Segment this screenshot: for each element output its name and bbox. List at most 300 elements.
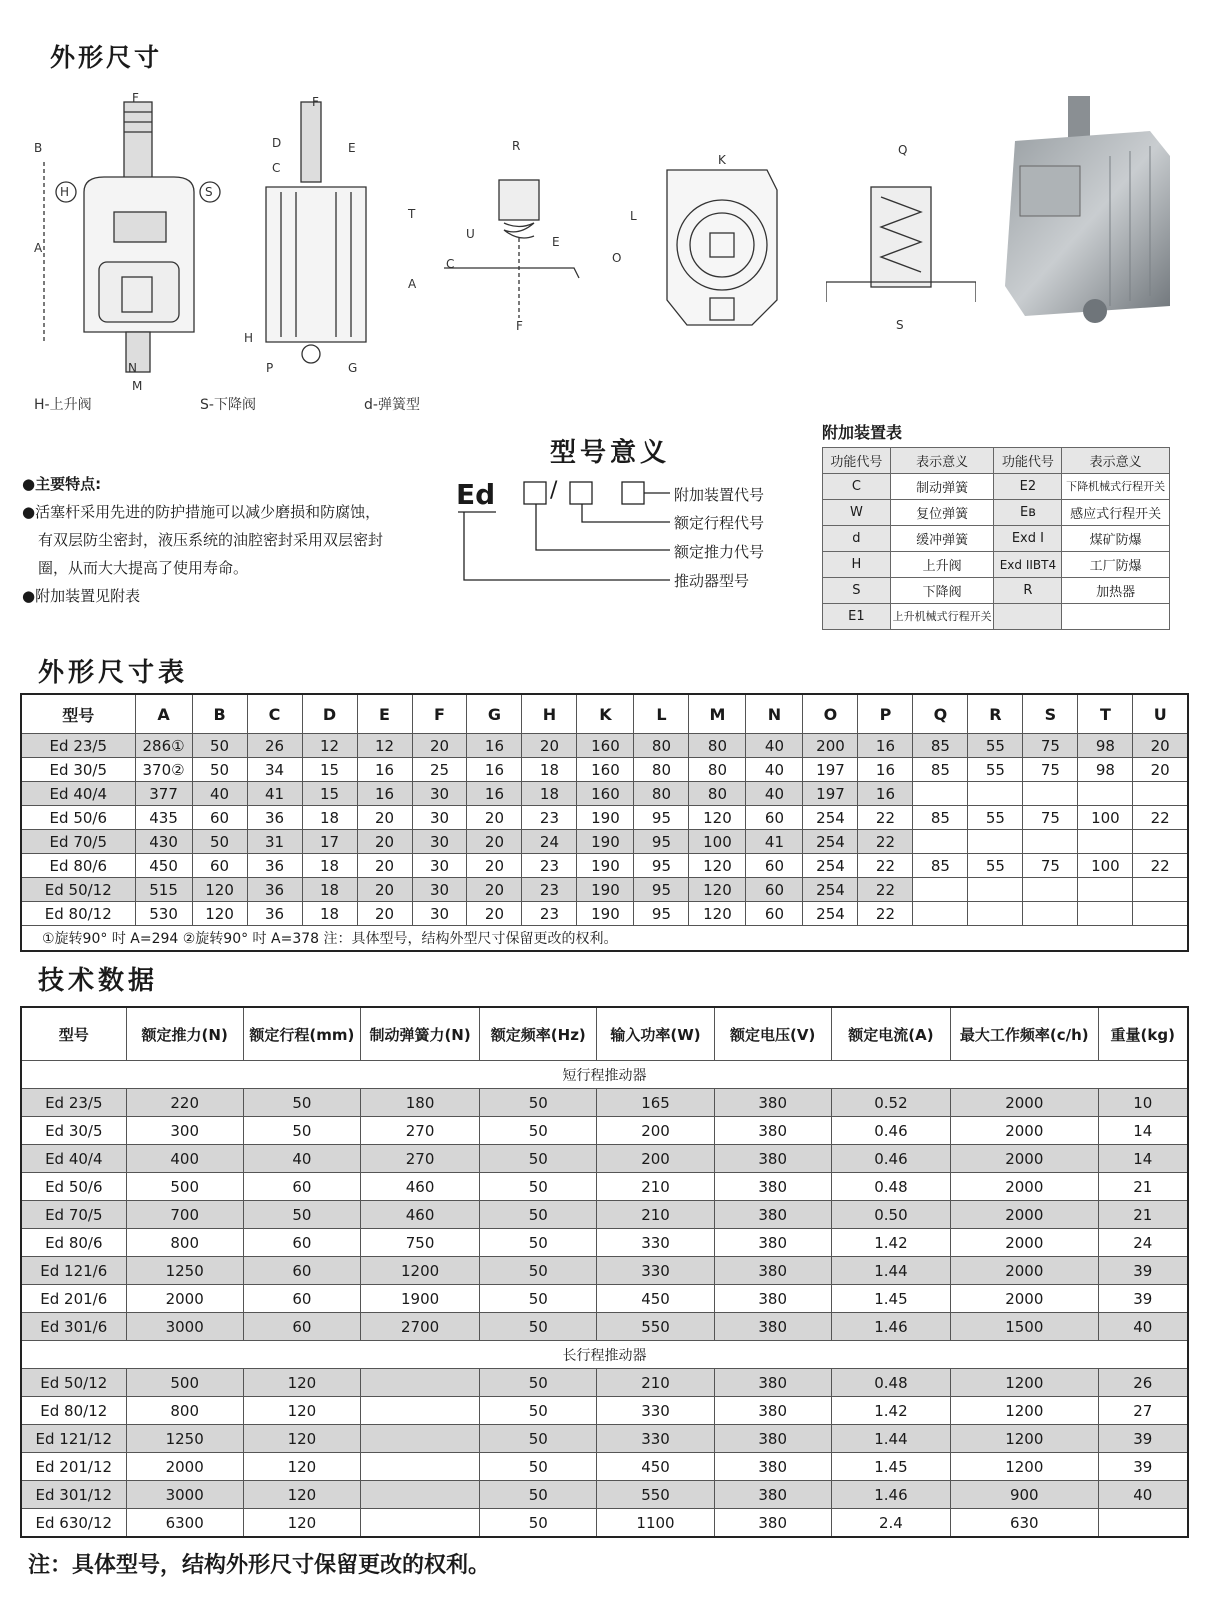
- dim-cell: 26: [247, 734, 302, 758]
- tech-cell: Ed 50/6: [21, 1173, 126, 1201]
- dim-cell: 190: [577, 806, 634, 830]
- tech-cell: 900: [951, 1481, 1099, 1509]
- dim-cell: 18: [302, 854, 357, 878]
- tech-cell: 120: [243, 1509, 360, 1538]
- dim-cell: [913, 782, 968, 806]
- acc-cell: H: [823, 552, 891, 578]
- acc-cell: 加热器: [1062, 578, 1170, 604]
- dim-cell: 41: [247, 782, 302, 806]
- tech-cell: 120: [243, 1369, 360, 1397]
- dim-cell: 18: [302, 902, 357, 926]
- dim-cell: 55: [968, 734, 1023, 758]
- model-slash: /: [550, 478, 558, 503]
- svg-text:H: H: [60, 185, 70, 199]
- tech-header: 额定电压(V): [714, 1007, 831, 1061]
- tech-cell: 1.42: [831, 1229, 950, 1257]
- tech-cell: 50: [480, 1369, 597, 1397]
- dim-cell: 23: [522, 854, 577, 878]
- tech-cell: 50: [243, 1201, 360, 1229]
- tech-header: 额定电流(A): [831, 1007, 950, 1061]
- tech-cell: 10: [1098, 1089, 1188, 1117]
- dim-cell: 20: [467, 830, 522, 854]
- accessory-title: 附加装置表: [822, 423, 903, 442]
- acc-cell: W: [823, 500, 891, 526]
- tech-cell: 39: [1098, 1285, 1188, 1313]
- tech-cell: 2000: [951, 1173, 1099, 1201]
- dim-header: O: [803, 694, 858, 734]
- tech-cell: 380: [714, 1425, 831, 1453]
- dim-cell: 20: [467, 902, 522, 926]
- dim-header: K: [577, 694, 634, 734]
- dim-cell: 80: [689, 758, 746, 782]
- acc-cell: 下降阀: [890, 578, 994, 604]
- dim-cell: Ed 50/6: [21, 806, 135, 830]
- dim-header: S: [1023, 694, 1078, 734]
- label-thrust-code: 额定推力代号: [674, 543, 765, 561]
- dim-cell: 20: [357, 902, 412, 926]
- dim-cell: 450: [135, 854, 192, 878]
- dim-cell: 100: [1078, 806, 1133, 830]
- tech-header: 最大工作频率(c/h): [951, 1007, 1099, 1061]
- dim-header: N: [746, 694, 803, 734]
- tech-cell: 2700: [360, 1313, 479, 1341]
- tech-cell: 1200: [951, 1425, 1099, 1453]
- dim-cell: 22: [858, 830, 913, 854]
- dim-header: L: [634, 694, 689, 734]
- dim-cell: 80: [634, 782, 689, 806]
- tech-cell: 800: [126, 1397, 243, 1425]
- dim-cell: [1133, 782, 1188, 806]
- model-prefix: Ed: [456, 478, 496, 511]
- tech-cell: 50: [480, 1397, 597, 1425]
- dim-cell: 197: [803, 758, 858, 782]
- acc-header: 表示意义: [1062, 448, 1170, 474]
- tech-cell: 270: [360, 1117, 479, 1145]
- tech-cell: 2000: [951, 1089, 1099, 1117]
- tech-cell: 400: [126, 1145, 243, 1173]
- dim-cell: 36: [247, 902, 302, 926]
- dimension-table: [20, 693, 1189, 952]
- dim-cell: 36: [247, 806, 302, 830]
- product-photo: [1000, 96, 1176, 332]
- section-label: 长行程推动器: [21, 1341, 1188, 1369]
- tech-cell: 1900: [360, 1285, 479, 1313]
- tech-cell: 1.46: [831, 1313, 950, 1341]
- acc-cell: Exd IIBT4: [994, 552, 1062, 578]
- features-title: 主要特点:: [35, 475, 102, 493]
- dim-cell: 16: [858, 782, 913, 806]
- dim-cell: [1133, 830, 1188, 854]
- dim-cell: 95: [634, 830, 689, 854]
- tech-cell: [360, 1453, 479, 1481]
- tech-cell: Ed 301/12: [21, 1481, 126, 1509]
- tech-cell: 2.4: [831, 1509, 950, 1538]
- dim-cell: 190: [577, 902, 634, 926]
- dim-cell: 16: [858, 758, 913, 782]
- tech-cell: 380: [714, 1285, 831, 1313]
- acc-cell: 工厂防爆: [1062, 552, 1170, 578]
- dim-header: A: [135, 694, 192, 734]
- tech-cell: 2000: [126, 1453, 243, 1481]
- tech-cell: 300: [126, 1117, 243, 1145]
- tech-cell: 380: [714, 1481, 831, 1509]
- svg-text:P: P: [266, 361, 274, 375]
- table-row: [21, 1397, 1188, 1425]
- tech-cell: Ed 30/5: [21, 1117, 126, 1145]
- tech-cell: 0.48: [831, 1369, 950, 1397]
- dim-cell: 20: [412, 734, 467, 758]
- tech-cell: 2000: [951, 1145, 1099, 1173]
- dim-cell: 160: [577, 734, 634, 758]
- acc-cell: 煤矿防爆: [1062, 526, 1170, 552]
- feature-line: 圈，从而大大提高了使用寿命。: [38, 559, 249, 577]
- dim-cell: [1078, 902, 1133, 926]
- tech-cell: 1200: [360, 1257, 479, 1285]
- dim-cell: 20: [357, 854, 412, 878]
- dim-cell: 18: [522, 782, 577, 806]
- caption-s-valve: S-下降阀: [200, 397, 256, 413]
- tech-header: 额定推力(N): [126, 1007, 243, 1061]
- tech-cell: 2000: [951, 1201, 1099, 1229]
- tech-cell: 14: [1098, 1117, 1188, 1145]
- table-row: [21, 1509, 1188, 1538]
- tech-cell: 270: [360, 1145, 479, 1173]
- dim-cell: 20: [467, 806, 522, 830]
- svg-text:C: C: [446, 257, 455, 271]
- tech-cell: Ed 201/12: [21, 1453, 126, 1481]
- tech-cell: 50: [243, 1117, 360, 1145]
- features-block: [22, 470, 442, 610]
- tech-cell: [360, 1397, 479, 1425]
- dim-cell: 30: [412, 878, 467, 902]
- acc-cell: 上升机械式行程开关: [890, 604, 994, 630]
- dim-cell: 20: [467, 854, 522, 878]
- dim-cell: 30: [412, 806, 467, 830]
- dim-cell: [913, 830, 968, 854]
- acc-header: 表示意义: [890, 448, 994, 474]
- tech-cell: 50: [480, 1509, 597, 1538]
- dim-cell: 75: [1023, 806, 1078, 830]
- acc-cell: 制动弹簧: [890, 474, 994, 500]
- tech-cell: 380: [714, 1509, 831, 1538]
- svg-text:R: R: [512, 139, 521, 153]
- tech-cell: 180: [360, 1089, 479, 1117]
- dim-cell: 22: [858, 854, 913, 878]
- tech-cell: 1.46: [831, 1481, 950, 1509]
- dim-cell: 80: [634, 758, 689, 782]
- dim-cell: 18: [302, 806, 357, 830]
- tech-cell: Ed 630/12: [21, 1509, 126, 1538]
- svg-text:S: S: [896, 318, 904, 332]
- tech-cell: 50: [480, 1117, 597, 1145]
- dim-header: Q: [913, 694, 968, 734]
- table-row: [21, 1173, 1188, 1201]
- dim-cell: 60: [192, 806, 247, 830]
- tech-cell: 50: [480, 1425, 597, 1453]
- tech-cell: 380: [714, 1089, 831, 1117]
- dim-header: E: [357, 694, 412, 734]
- dim-cell: 30: [412, 902, 467, 926]
- tech-cell: 1200: [951, 1369, 1099, 1397]
- dim-cell: 55: [968, 758, 1023, 782]
- tech-cell: 550: [597, 1313, 714, 1341]
- dim-cell: 85: [913, 734, 968, 758]
- dim-cell: 30: [412, 782, 467, 806]
- dim-cell: 120: [689, 878, 746, 902]
- tech-cell: 60: [243, 1285, 360, 1313]
- model-meaning-diagram: [456, 480, 696, 600]
- dim-cell: Ed 40/4: [21, 782, 135, 806]
- dim-cell: [1133, 902, 1188, 926]
- dim-cell: 515: [135, 878, 192, 902]
- dim-cell: [913, 902, 968, 926]
- table-row: [21, 1481, 1188, 1509]
- dim-cell: 98: [1078, 758, 1133, 782]
- tech-cell: 50: [480, 1229, 597, 1257]
- svg-text:K: K: [718, 153, 726, 167]
- tech-cell: Ed 301/6: [21, 1313, 126, 1341]
- tech-cell: 50: [243, 1089, 360, 1117]
- tech-cell: 630: [951, 1509, 1099, 1538]
- tech-cell: 450: [597, 1285, 714, 1313]
- tech-cell: [360, 1369, 479, 1397]
- dim-cell: 190: [577, 878, 634, 902]
- tech-cell: 40: [1098, 1481, 1188, 1509]
- svg-text:C: C: [272, 161, 281, 175]
- dim-cell: 20: [1133, 734, 1188, 758]
- tech-cell: Ed 80/6: [21, 1229, 126, 1257]
- spring-type-drawing: [404, 138, 589, 338]
- tech-cell: 39: [1098, 1425, 1188, 1453]
- tech-cell: 1200: [951, 1453, 1099, 1481]
- dim-header: T: [1078, 694, 1133, 734]
- tech-cell: 200: [597, 1117, 714, 1145]
- dim-cell: 60: [192, 854, 247, 878]
- dim-cell: 85: [913, 854, 968, 878]
- dim-header: R: [968, 694, 1023, 734]
- tech-cell: Ed 23/5: [21, 1089, 126, 1117]
- caption-h-valve: H-上升阀: [34, 397, 92, 413]
- tech-cell: 450: [597, 1453, 714, 1481]
- dim-cell: 20: [357, 878, 412, 902]
- dim-cell: [968, 878, 1023, 902]
- dim-cell: 16: [357, 782, 412, 806]
- tech-cell: 220: [126, 1089, 243, 1117]
- table-row: [21, 878, 1188, 902]
- tech-cell: Ed 121/12: [21, 1425, 126, 1453]
- table-row: [21, 1257, 1188, 1285]
- dim-cell: 23: [522, 902, 577, 926]
- dim-header: B: [192, 694, 247, 734]
- tech-cell: 24: [1098, 1229, 1188, 1257]
- tech-cell: 50: [480, 1201, 597, 1229]
- dim-cell: 100: [1078, 854, 1133, 878]
- dim-cell: Ed 30/5: [21, 758, 135, 782]
- dim-cell: 22: [1133, 854, 1188, 878]
- table-row: [21, 1117, 1188, 1145]
- tech-cell: 700: [126, 1201, 243, 1229]
- dim-header: G: [467, 694, 522, 734]
- dim-cell: 120: [689, 806, 746, 830]
- svg-text:U: U: [466, 227, 475, 241]
- tech-cell: 14: [1098, 1145, 1188, 1173]
- svg-text:H: H: [244, 331, 254, 345]
- dim-cell: 12: [357, 734, 412, 758]
- tech-cell: 500: [126, 1369, 243, 1397]
- tech-cell: 380: [714, 1369, 831, 1397]
- svg-text:F: F: [132, 92, 139, 105]
- tech-cell: 380: [714, 1397, 831, 1425]
- tech-cell: 120: [243, 1397, 360, 1425]
- dim-cell: 34: [247, 758, 302, 782]
- dim-cell: 23: [522, 806, 577, 830]
- dim-cell: 50: [192, 734, 247, 758]
- dim-cell: 75: [1023, 758, 1078, 782]
- acc-cell: 复位弹簧: [890, 500, 994, 526]
- dim-cell: [1133, 878, 1188, 902]
- svg-text:N: N: [128, 361, 137, 375]
- svg-text:A: A: [408, 277, 417, 291]
- acc-header: 功能代号: [994, 448, 1062, 474]
- tech-header: 制动弹簧力(N): [360, 1007, 479, 1061]
- tech-cell: 40: [243, 1145, 360, 1173]
- dim-header: 型号: [21, 694, 135, 734]
- dim-cell: 31: [247, 830, 302, 854]
- tech-cell: 2000: [126, 1285, 243, 1313]
- tech-title: 技术数据: [38, 966, 159, 996]
- tech-cell: 60: [243, 1313, 360, 1341]
- tech-cell: [1098, 1509, 1188, 1538]
- dim-cell: 120: [192, 878, 247, 902]
- model-meaning-title: 型号意义: [550, 438, 671, 468]
- tech-cell: 380: [714, 1453, 831, 1481]
- dim-cell: [1023, 830, 1078, 854]
- dim-cell: 36: [247, 854, 302, 878]
- dim-cell: [968, 902, 1023, 926]
- tech-header: 重量(kg): [1098, 1007, 1188, 1061]
- dim-cell: 377: [135, 782, 192, 806]
- svg-text:E: E: [552, 235, 560, 249]
- table-row: [21, 782, 1188, 806]
- top-view-drawing: [612, 150, 792, 340]
- table-row: [21, 1369, 1188, 1397]
- dim-cell: 17: [302, 830, 357, 854]
- dim-cell: 60: [746, 902, 803, 926]
- tech-cell: 1.45: [831, 1453, 950, 1481]
- dim-cell: 435: [135, 806, 192, 830]
- dim-header: P: [858, 694, 913, 734]
- dim-cell: 60: [746, 878, 803, 902]
- dim-cell: 120: [192, 902, 247, 926]
- tech-cell: 0.46: [831, 1117, 950, 1145]
- tech-cell: 165: [597, 1089, 714, 1117]
- dim-cell: 160: [577, 782, 634, 806]
- tech-cell: 50: [480, 1173, 597, 1201]
- dim-cell: 60: [746, 854, 803, 878]
- table-row: [21, 806, 1188, 830]
- dim-cell: Ed 50/12: [21, 878, 135, 902]
- label-pusher-model: 推动器型号: [674, 572, 750, 590]
- tech-cell: [360, 1481, 479, 1509]
- table-row: [21, 1425, 1188, 1453]
- dim-cell: 30: [412, 854, 467, 878]
- dim-cell: 200: [803, 734, 858, 758]
- tech-data-table: [20, 1006, 1189, 1538]
- tech-cell: Ed 50/12: [21, 1369, 126, 1397]
- feature-line: 有双层防尘密封，液压系统的油腔密封采用双层密封: [38, 531, 384, 549]
- acc-cell: [994, 604, 1062, 630]
- tech-cell: [360, 1509, 479, 1538]
- dim-cell: 254: [803, 830, 858, 854]
- tech-cell: 60: [243, 1173, 360, 1201]
- svg-text:O: O: [612, 251, 622, 265]
- dim-cell: 55: [968, 806, 1023, 830]
- dim-cell: 50: [192, 758, 247, 782]
- dim-cell: 75: [1023, 854, 1078, 878]
- acc-cell: Exd I: [994, 526, 1062, 552]
- tech-cell: 200: [597, 1145, 714, 1173]
- acc-cell: E1: [823, 604, 891, 630]
- tech-cell: 50: [480, 1481, 597, 1509]
- bullet: ●: [22, 503, 36, 521]
- dim-cell: 286①: [135, 734, 192, 758]
- tech-cell: 3000: [126, 1313, 243, 1341]
- dim-cell: 160: [577, 758, 634, 782]
- tech-cell: 1100: [597, 1509, 714, 1538]
- dim-cell: 254: [803, 854, 858, 878]
- section-label: 短行程推动器: [21, 1061, 1188, 1089]
- table-row: [21, 734, 1188, 758]
- dim-cell: 20: [467, 878, 522, 902]
- dim-cell: [1023, 902, 1078, 926]
- acc-cell: C: [823, 474, 891, 500]
- table-row: [21, 1145, 1188, 1173]
- tech-cell: 50: [480, 1285, 597, 1313]
- svg-text:F: F: [312, 95, 319, 109]
- tech-cell: 50: [480, 1313, 597, 1341]
- acc-cell: S: [823, 578, 891, 604]
- front-view-drawing: [24, 92, 224, 392]
- acc-cell: 缓冲弹簧: [890, 526, 994, 552]
- dim-cell: 190: [577, 854, 634, 878]
- bullet: ●: [22, 475, 36, 493]
- table-row: [21, 1313, 1188, 1341]
- dim-cell: 16: [467, 782, 522, 806]
- svg-text:F: F: [516, 319, 523, 333]
- dim-cell: 20: [1133, 758, 1188, 782]
- tech-cell: 210: [597, 1369, 714, 1397]
- tech-cell: 0.46: [831, 1145, 950, 1173]
- dim-cell: 18: [302, 878, 357, 902]
- dim-cell: 25: [412, 758, 467, 782]
- dim-cell: 20: [522, 734, 577, 758]
- dim-cell: 20: [357, 830, 412, 854]
- dim-cell: [1078, 830, 1133, 854]
- tech-cell: 21: [1098, 1201, 1188, 1229]
- dim-cell: 80: [689, 782, 746, 806]
- svg-text:L: L: [630, 209, 637, 223]
- svg-text:G: G: [348, 361, 358, 375]
- acc-header: 功能代号: [823, 448, 891, 474]
- dim-cell: 254: [803, 902, 858, 926]
- dim-cell: 85: [913, 758, 968, 782]
- dim-cell: 254: [803, 878, 858, 902]
- acc-cell: 下降机械式行程开关: [1062, 474, 1170, 500]
- tech-cell: 1.45: [831, 1285, 950, 1313]
- acc-cell: Eʙ: [994, 500, 1062, 526]
- svg-text:E: E: [348, 141, 356, 155]
- dim-header: D: [302, 694, 357, 734]
